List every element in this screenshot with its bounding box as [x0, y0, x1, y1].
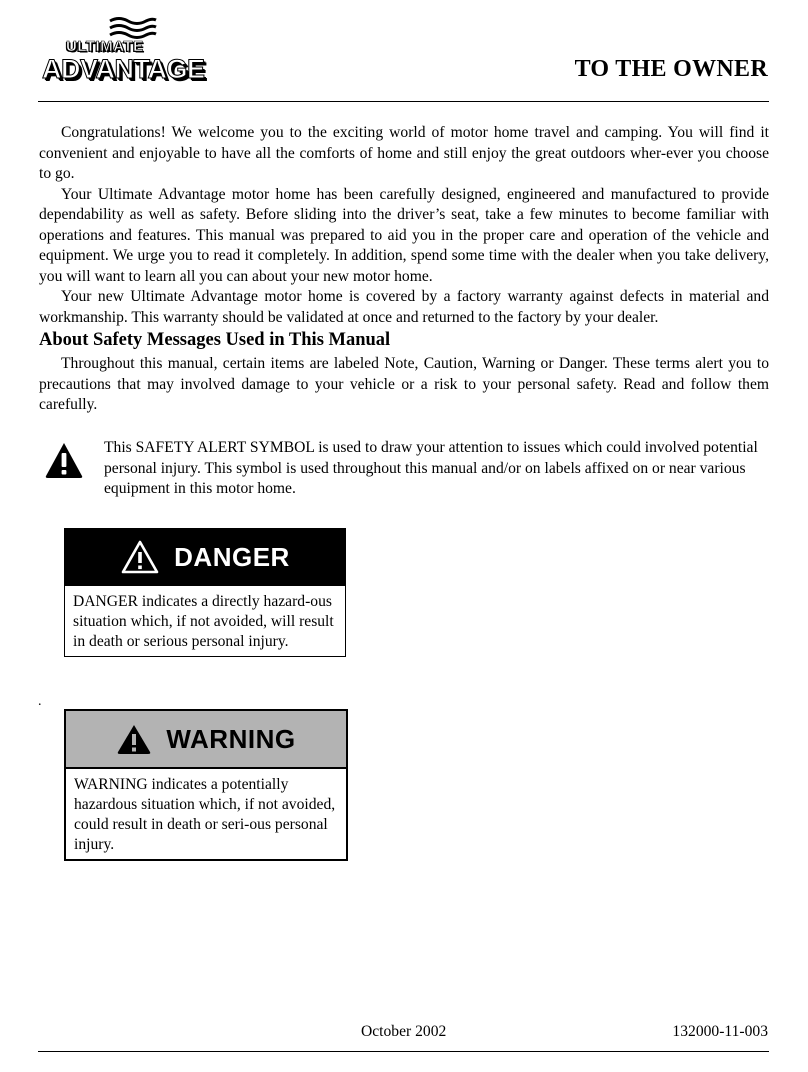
section-heading: About Safety Messages Used in This Manual [39, 330, 391, 350]
safety-intro-section [39, 354, 769, 416]
footer-divider [38, 1051, 769, 1052]
safety-alert-text: This SAFETY ALERT SYMBOL is used to draw your attention to issues which could involved potential personal injury. This symbol is used throughout this manual and/or on labels affixed on or near various equipment in this motor home. [104, 439, 758, 497]
warning-description: WARNING indicates a potentially hazardous situation which, if not avoided, could result in death or seri-ous personal injury. [74, 776, 336, 853]
logo-waves-icon [106, 16, 158, 40]
warning-triangle-icon [44, 441, 84, 479]
danger-label: DANGER [174, 541, 290, 572]
footer-date: October 2002 [361, 1023, 447, 1040]
danger-box [64, 528, 346, 657]
footer-doc-number: 132000-11-003 [672, 1023, 768, 1040]
safety-intro-paragraph: Throughout this manual, certain items are labeled Note, Caution, Warning or Danger. These terms alert you to precautions that may involved damage to your vehicle or a risk to your personal safety. Read and follow them carefully. [39, 355, 769, 413]
logo-advantage-text: ADVANTAGE [42, 54, 205, 84]
logo-ultimate-text: ULTIMATE [66, 38, 144, 55]
page-title: TO THE OWNER [574, 56, 768, 82]
intro-section [39, 123, 769, 328]
intro-paragraph: Congratulations! We welcome you to the exciting world of motor home travel and camping. You will find it convenient and enjoyable to have all the comforts of home and still enjoy the great outdoors wher-ever you choose to go. [39, 124, 769, 182]
intro-paragraph: Your Ultimate Advantage motor home has been carefully designed, engineered and manufactured to provide dependability as well as safety. Before sliding into the driver’s seat, take a few minutes to become familiar with operations and features. This manual was prepared to aid you in the proper care and operation of the vehicle and equipment. We urge you to read it completely. In addition, spend some time with the dealer when you take delivery, you will want to learn all you can about your new motor home. [39, 185, 769, 285]
warning-box [64, 709, 348, 861]
warning-triangle-outline-icon [120, 539, 160, 575]
warning-label: WARNING [166, 723, 296, 754]
danger-header [65, 529, 345, 586]
ultimate-advantage-logo [40, 16, 212, 88]
warning-triangle-icon [116, 723, 152, 755]
stray-mark: . [38, 694, 42, 709]
header-divider [38, 101, 769, 102]
warning-header [66, 711, 346, 769]
intro-paragraph: Your new Ultimate Advantage motor home is covered by a factory warranty against defects in material and workmanship. This warranty should be validated at once and returned to the factory by your dealer. [39, 288, 769, 326]
danger-description: DANGER indicates a directly hazard-ous situation which, if not avoided, will result in death or serious personal injury. [73, 593, 334, 650]
